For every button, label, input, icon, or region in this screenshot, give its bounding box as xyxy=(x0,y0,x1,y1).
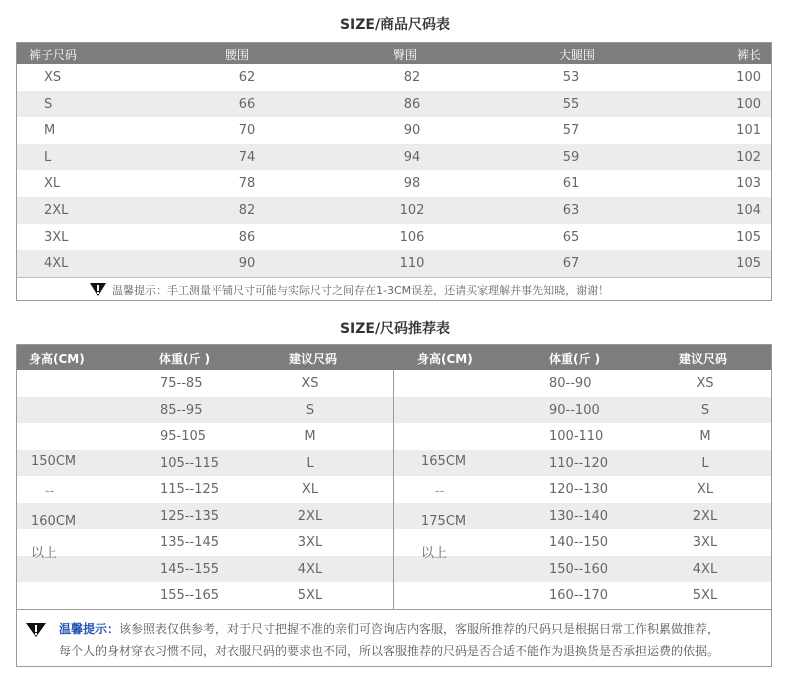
size-cell-right: XS xyxy=(696,376,714,391)
weight-cell-left: 85--95 xyxy=(160,402,203,418)
size-cell-right: 5XL xyxy=(692,588,718,603)
size-chart-title: SIZE/商品尺码表 xyxy=(339,17,451,33)
recommend-chart-header xyxy=(17,345,771,370)
hip-cell: 106 xyxy=(399,229,425,245)
size-cell-right: 2XL xyxy=(692,508,718,524)
height-right-1: 165CM xyxy=(421,454,467,469)
recommend-chart-body xyxy=(17,370,771,609)
hip-cell: 102 xyxy=(399,202,425,218)
size-cell-left: XL xyxy=(301,482,319,497)
recommend-note-line2: 每个人的身材穿衣习惯不同，对衣服尺码的要求也不同，所以客服推荐的尺码是否合适不能作为退换货是否承担运费的依据。 xyxy=(59,644,720,658)
header-hip: 臀围 xyxy=(393,48,418,62)
size-cell: 4XL xyxy=(44,256,69,272)
length-cell: 100 xyxy=(736,70,761,85)
hip-cell: 82 xyxy=(403,70,421,85)
header-size: 裤子尺码 xyxy=(29,48,78,62)
weight-cell-right: 110--120 xyxy=(549,455,609,471)
length-cell: 100 xyxy=(736,96,761,112)
size-chart-table xyxy=(16,42,772,301)
weight-cell-left: 125--135 xyxy=(160,508,220,524)
height-left-4: 以上 xyxy=(31,546,58,561)
waist-cell: 90 xyxy=(238,256,256,272)
weight-cell-right: 90--100 xyxy=(549,402,600,418)
height-right-4: 以上 xyxy=(421,546,448,561)
recommend-chart-note xyxy=(17,609,771,666)
weight-cell-right: 160--170 xyxy=(549,588,609,603)
height-right-3: 175CM xyxy=(421,514,467,529)
weight-cell-left: 155--165 xyxy=(160,588,220,603)
size-cell-left: 5XL xyxy=(297,588,323,603)
thigh-cell: 65 xyxy=(562,229,580,245)
size-cell: 2XL xyxy=(44,202,69,218)
header-weight-left: 体重(斤 ) xyxy=(159,352,211,366)
length-cell: 103 xyxy=(736,176,761,192)
table-row xyxy=(17,170,771,197)
size-cell-left: L xyxy=(306,455,314,471)
weight-cell-right: 130--140 xyxy=(549,508,609,524)
size-cell: S xyxy=(44,96,53,112)
size-cell: M xyxy=(44,123,56,139)
table-row xyxy=(17,197,771,224)
header-height-right: 身高(CM) xyxy=(417,352,473,366)
header-height-left: 身高(CM) xyxy=(29,352,85,366)
weight-cell-right: 120--130 xyxy=(549,482,609,497)
table-row xyxy=(17,224,771,251)
weight-cell-right: 100-110 xyxy=(549,429,604,444)
weight-cell-left: 75--85 xyxy=(160,376,203,391)
waist-cell: 62 xyxy=(238,70,256,85)
length-cell: 105 xyxy=(736,256,761,272)
size-cell: 3XL xyxy=(44,229,69,245)
size-cell: L xyxy=(44,149,52,165)
length-cell: 105 xyxy=(736,229,761,245)
size-chart-note xyxy=(17,277,771,300)
recommend-chart-table xyxy=(16,344,772,667)
hip-cell: 90 xyxy=(403,123,421,139)
weight-cell-right: 140--150 xyxy=(549,535,609,550)
size-cell: XL xyxy=(44,176,61,192)
recommend-note-line1 xyxy=(59,620,719,637)
table-row xyxy=(17,64,771,91)
weight-cell-right: 80--90 xyxy=(549,376,592,391)
weight-cell-left: 95-105 xyxy=(160,429,207,444)
size-cell-right: M xyxy=(699,429,711,444)
warning-triangle-icon xyxy=(89,282,107,297)
length-cell: 102 xyxy=(736,149,761,165)
header-length: 裤长 xyxy=(736,48,761,62)
waist-cell: 70 xyxy=(238,123,256,139)
weight-cell-left: 145--155 xyxy=(160,561,220,577)
size-cell-left: XS xyxy=(301,376,319,391)
size-cell: XS xyxy=(44,70,62,85)
height-right-2: -- xyxy=(435,484,445,499)
header-waist: 腰围 xyxy=(225,48,250,62)
thigh-cell: 63 xyxy=(562,202,580,218)
length-cell: 101 xyxy=(736,123,761,139)
weight-cell-right: 150--160 xyxy=(549,561,609,577)
thigh-cell: 53 xyxy=(562,70,580,85)
waist-cell: 66 xyxy=(238,96,256,112)
waist-cell: 78 xyxy=(238,176,256,192)
size-cell-right: S xyxy=(700,402,710,418)
size-chart-header xyxy=(17,43,771,64)
hip-cell: 110 xyxy=(399,256,425,272)
size-cell-left: M xyxy=(304,429,316,444)
warning-triangle-icon xyxy=(25,622,47,638)
weight-cell-left: 105--115 xyxy=(160,455,220,471)
thigh-cell: 59 xyxy=(562,149,580,165)
height-left-3: 160CM xyxy=(31,514,77,529)
header-size-right: 建议尺码 xyxy=(679,352,728,366)
hip-cell: 86 xyxy=(403,96,421,112)
table-row xyxy=(17,144,771,171)
weight-cell-left: 115--125 xyxy=(160,482,220,497)
table-row xyxy=(17,250,771,277)
size-cell-left: 2XL xyxy=(297,508,323,524)
height-left-1: 150CM xyxy=(31,454,77,469)
size-cell-right: XL xyxy=(696,482,714,497)
size-cell-right: L xyxy=(701,455,709,471)
height-left-2: -- xyxy=(45,484,55,499)
thigh-cell: 61 xyxy=(562,176,580,192)
thigh-cell: 57 xyxy=(562,123,580,139)
waist-cell: 74 xyxy=(238,149,256,165)
size-cell-right: 4XL xyxy=(692,561,718,577)
table-row xyxy=(17,91,771,118)
waist-cell: 82 xyxy=(238,202,256,218)
size-cell-right: 3XL xyxy=(692,535,718,550)
size-chart-note-text: 温馨提示：手工测量平铺尺寸可能与实际尺寸之间存在1-3CM误差，还请买家理解并事先知晓，谢谢！ xyxy=(112,283,610,297)
recommend-chart-title: SIZE/尺码推荐表 xyxy=(339,321,451,337)
header-thigh: 大腿围 xyxy=(559,48,596,62)
hip-cell: 94 xyxy=(403,149,421,165)
header-size-left: 建议尺码 xyxy=(289,352,338,366)
size-cell-left: S xyxy=(305,402,315,418)
thigh-cell: 67 xyxy=(562,256,580,272)
header-weight-right: 体重(斤 ) xyxy=(549,352,601,366)
hip-cell: 98 xyxy=(403,176,421,192)
table-row xyxy=(17,117,771,144)
length-cell: 104 xyxy=(736,202,761,218)
thigh-cell: 55 xyxy=(562,96,580,112)
size-cell-left: 3XL xyxy=(297,535,323,550)
recommend-note-text1: 该参照表仅供参考，对于尺寸把握不准的亲们可咨询店内客服，客服所推荐的尺码只是根据日常工作积累做推荐， xyxy=(119,622,720,636)
size-cell-left: 4XL xyxy=(297,561,323,577)
recommend-note-label: 温馨提示： xyxy=(59,622,120,636)
weight-cell-left: 135--145 xyxy=(160,535,220,550)
waist-cell: 86 xyxy=(238,229,256,245)
